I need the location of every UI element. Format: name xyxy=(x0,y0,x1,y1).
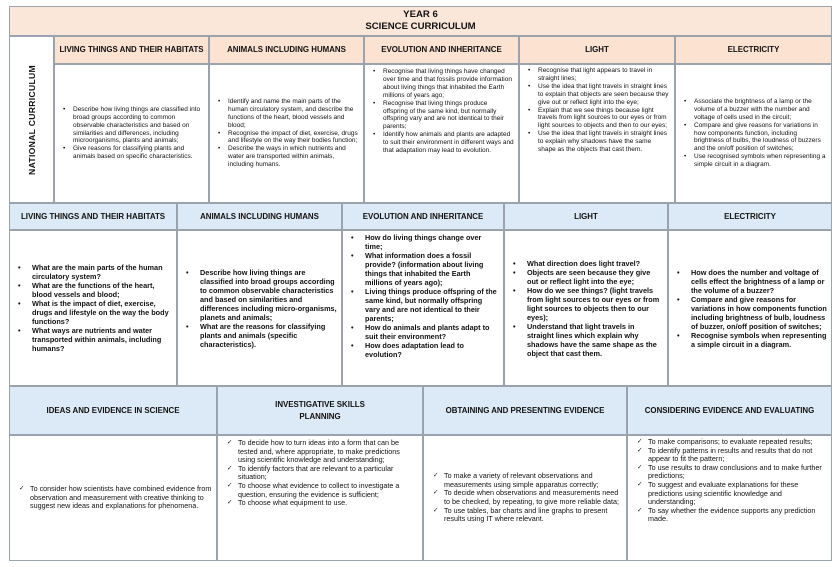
list-item: ✓ To make a variety of relevant observations and measurements using simple apparatus correctly; xyxy=(428,472,622,489)
skills-content-planning xyxy=(217,435,423,561)
list-item: • Identify how animals and plants are adapted to suit their environment in different ways and that adaptation may lead to evolution. xyxy=(369,131,514,155)
skills-heading-investigative xyxy=(217,386,423,435)
nc-content-living-things xyxy=(54,64,209,203)
skills-content-considering xyxy=(627,435,832,561)
nc-content-animals xyxy=(209,64,364,203)
q-content-electricity xyxy=(668,230,832,386)
nc-content-evolution xyxy=(364,64,519,203)
list-item: • What ways are nutrients and water transported within animals, including humans? xyxy=(14,326,172,353)
list-item: ✓ To choose what equipment to use. xyxy=(222,499,418,508)
list-item: • How does the number and voltage of cells effect the brightness of a lamp or the volume of a buzzer? xyxy=(673,268,827,295)
list-item: • Use the idea that light travels in straight lines to explain why shadows have the same shape as the objects that cast them. xyxy=(524,130,670,154)
list-item: ✓ To use results to draw conclusions and to make further predictions; xyxy=(632,464,827,481)
list-item: ✓ To identify factors that are relevant to a particular situation; xyxy=(222,465,418,482)
list-item: ✓ To consider how scientists have combined evidence from observation and measurement with creative thinking to suggest new ideas and explanations for phenomena. xyxy=(14,485,212,511)
list-item: • Recognise that living things have changed over time and that fossils provide information about living things that inhabited the Earth millions of years ago; xyxy=(369,68,514,100)
list-item: ✓ To choose what evidence to collect to investigate a question, ensuring the evidence is sufficient; xyxy=(222,482,418,499)
skills-heading-obtaining: OBTAINING AND PRESENTING EVIDENCE xyxy=(423,386,627,435)
list-item: • Recognise symbols when representing a simple circuit in a diagram. xyxy=(673,331,827,349)
list-item: • Recognise that light appears to travel in straight lines; xyxy=(524,67,670,83)
skills-content-ideas-evidence xyxy=(9,435,217,561)
list-item: • Recognise that living things produce offspring of the same kind, but normally offspring vary and are not identical to their parents; xyxy=(369,100,514,132)
q-content-evolution xyxy=(342,230,504,386)
investigative-skills-title: INVESTIGATIVE SKILLS xyxy=(275,400,365,409)
list-item: • Give reasons for classifying plants and animals based on specific characteristics. xyxy=(59,145,204,161)
list-item: ✓ To identify patterns in results and results that do not appear to fit the pattern; xyxy=(632,447,827,464)
list-item: • Identify and name the main parts of the human circulatory system, and describe the functions of the heart, blood vessels and blood; xyxy=(214,98,359,130)
list-item: ✓ To say whether the evidence supports any prediction made. xyxy=(632,507,827,524)
q-heading-animals: ANIMALS INCLUDING HUMANS xyxy=(177,203,342,230)
nc-content-light xyxy=(519,64,675,203)
list-item: ✓ To decide when observations and measurements need to be checked, by repeating, to give more reliable data; xyxy=(428,489,622,506)
list-item: • Understand that light travels in straight lines which explain why shadows have the same shape as the object that cast them. xyxy=(509,322,663,358)
q-heading-electricity: ELECTRICITY xyxy=(668,203,832,230)
list-item: • What information does a fossil provide? (information about living things that inhabited the Earth millions of years ago); xyxy=(347,251,499,287)
skills-heading-ideas-evidence: IDEAS AND EVIDENCE IN SCIENCE xyxy=(9,386,217,435)
document-title xyxy=(9,6,832,36)
list-item: • What are the reasons for classifying plants and animals (specific characteristics). xyxy=(182,322,337,349)
list-item: • Objects are seen because they give out or reflect light into the eye; xyxy=(509,268,663,286)
national-curriculum-label: NATIONAL CURRICULUM xyxy=(9,36,54,203)
list-item: • How do we see things? (light travels from light sources to our eyes or from light sources to objects then to our eyes); xyxy=(509,286,663,322)
q-heading-evolution: EVOLUTION AND INHERITANCE xyxy=(342,203,504,230)
q-content-animals xyxy=(177,230,342,386)
subject-title: SCIENCE CURRICULUM xyxy=(365,21,476,32)
list-item: • How do animals and plants adapt to suit their environment? xyxy=(347,323,499,341)
nc-heading-living-things: LIVING THINGS AND THEIR HABITATS xyxy=(54,36,209,64)
list-item: • Associate the brightness of a lamp or the volume of a buzzer with the number and voltage of cells used in the circuit; xyxy=(680,98,827,122)
list-item: • Compare and give reasons for variations in how components function, including brightness of bulbs, the loudness of buzzers and the on/off position of switches; xyxy=(680,122,827,154)
list-item: ✓ To suggest and evaluate explanations for these predictions using scientific knowledge and understanding; xyxy=(632,481,827,507)
q-heading-light: LIGHT xyxy=(504,203,668,230)
list-item: • What direction does light travel? xyxy=(509,259,663,268)
list-item: • Use recognised symbols when representing a simple circuit in a diagram. xyxy=(680,153,827,169)
planning-subtitle: PLANNING xyxy=(299,411,341,421)
list-item: • Describe how living things are classified into broad groups according to common observable characteristics and based on similarities and differences including micro-organisms, planets and animals; xyxy=(182,268,337,322)
q-content-light xyxy=(504,230,668,386)
list-item: • Describe the ways in which nutrients and water are transported within animals, including humans. xyxy=(214,145,359,169)
list-item: ✓ To use tables, bar charts and line graphs to present results using IT where relevant. xyxy=(428,507,622,524)
list-item: • What are the functions of the heart, blood vessels and blood; xyxy=(14,281,172,299)
list-item: • Compare and give reasons for variations in how components function including brightness of bulb, loudness of buzzer, on/off position of switches; xyxy=(673,295,827,331)
nc-heading-animals: ANIMALS INCLUDING HUMANS xyxy=(209,36,364,64)
q-heading-living-things: LIVING THINGS AND THEIR HABITATS xyxy=(9,203,177,230)
list-item: • Describe how living things are classified into broad groups according to common observable characteristics and based on similarities and differences, including microorganisms, plants and animals; xyxy=(59,106,204,146)
curriculum-document xyxy=(9,6,832,561)
list-item: • Recognise the impact of diet, exercise, drugs and lifestyle on the way their bodies function; xyxy=(214,130,359,146)
nc-heading-evolution: EVOLUTION AND INHERITANCE xyxy=(364,36,519,64)
list-item: ✓ To decide how to turn ideas into a form that can be tested and, where appropriate, to make predictions using scientific knowledge and understanding; xyxy=(222,439,418,465)
list-item: • Living things produce offspring of the same kind, but normally offspring vary and are not identical to their parents; xyxy=(347,287,499,323)
list-item: • How do living things change over time; xyxy=(347,233,499,251)
list-item: • How does adaptation lead to evolution? xyxy=(347,341,499,359)
q-content-living-things xyxy=(9,230,177,386)
list-item: • Use the idea that light travels in straight lines to explain that objects are seen because they give out or reflect light into the eye; xyxy=(524,83,670,107)
skills-heading-considering: CONSIDERING EVIDENCE AND EVALUATING xyxy=(627,386,832,435)
list-item: ✓ To make comparisons; to evaluate repeated results; xyxy=(632,438,827,447)
nc-heading-light: LIGHT xyxy=(519,36,675,64)
nc-heading-electricity: ELECTRICITY xyxy=(675,36,832,64)
skills-content-obtaining xyxy=(423,435,627,561)
list-item: • Explain that we see things because light travels from light sources to our eyes or from light sources to objects and then to our eyes; xyxy=(524,107,670,131)
list-item: • What is the impact of diet, exercise, drugs and lifestyle on the way the body functions? xyxy=(14,299,172,326)
nc-content-electricity xyxy=(675,64,832,203)
list-item: • What are the main parts of the human circulatory system? xyxy=(14,263,172,281)
year-title: YEAR 6 xyxy=(403,9,438,20)
